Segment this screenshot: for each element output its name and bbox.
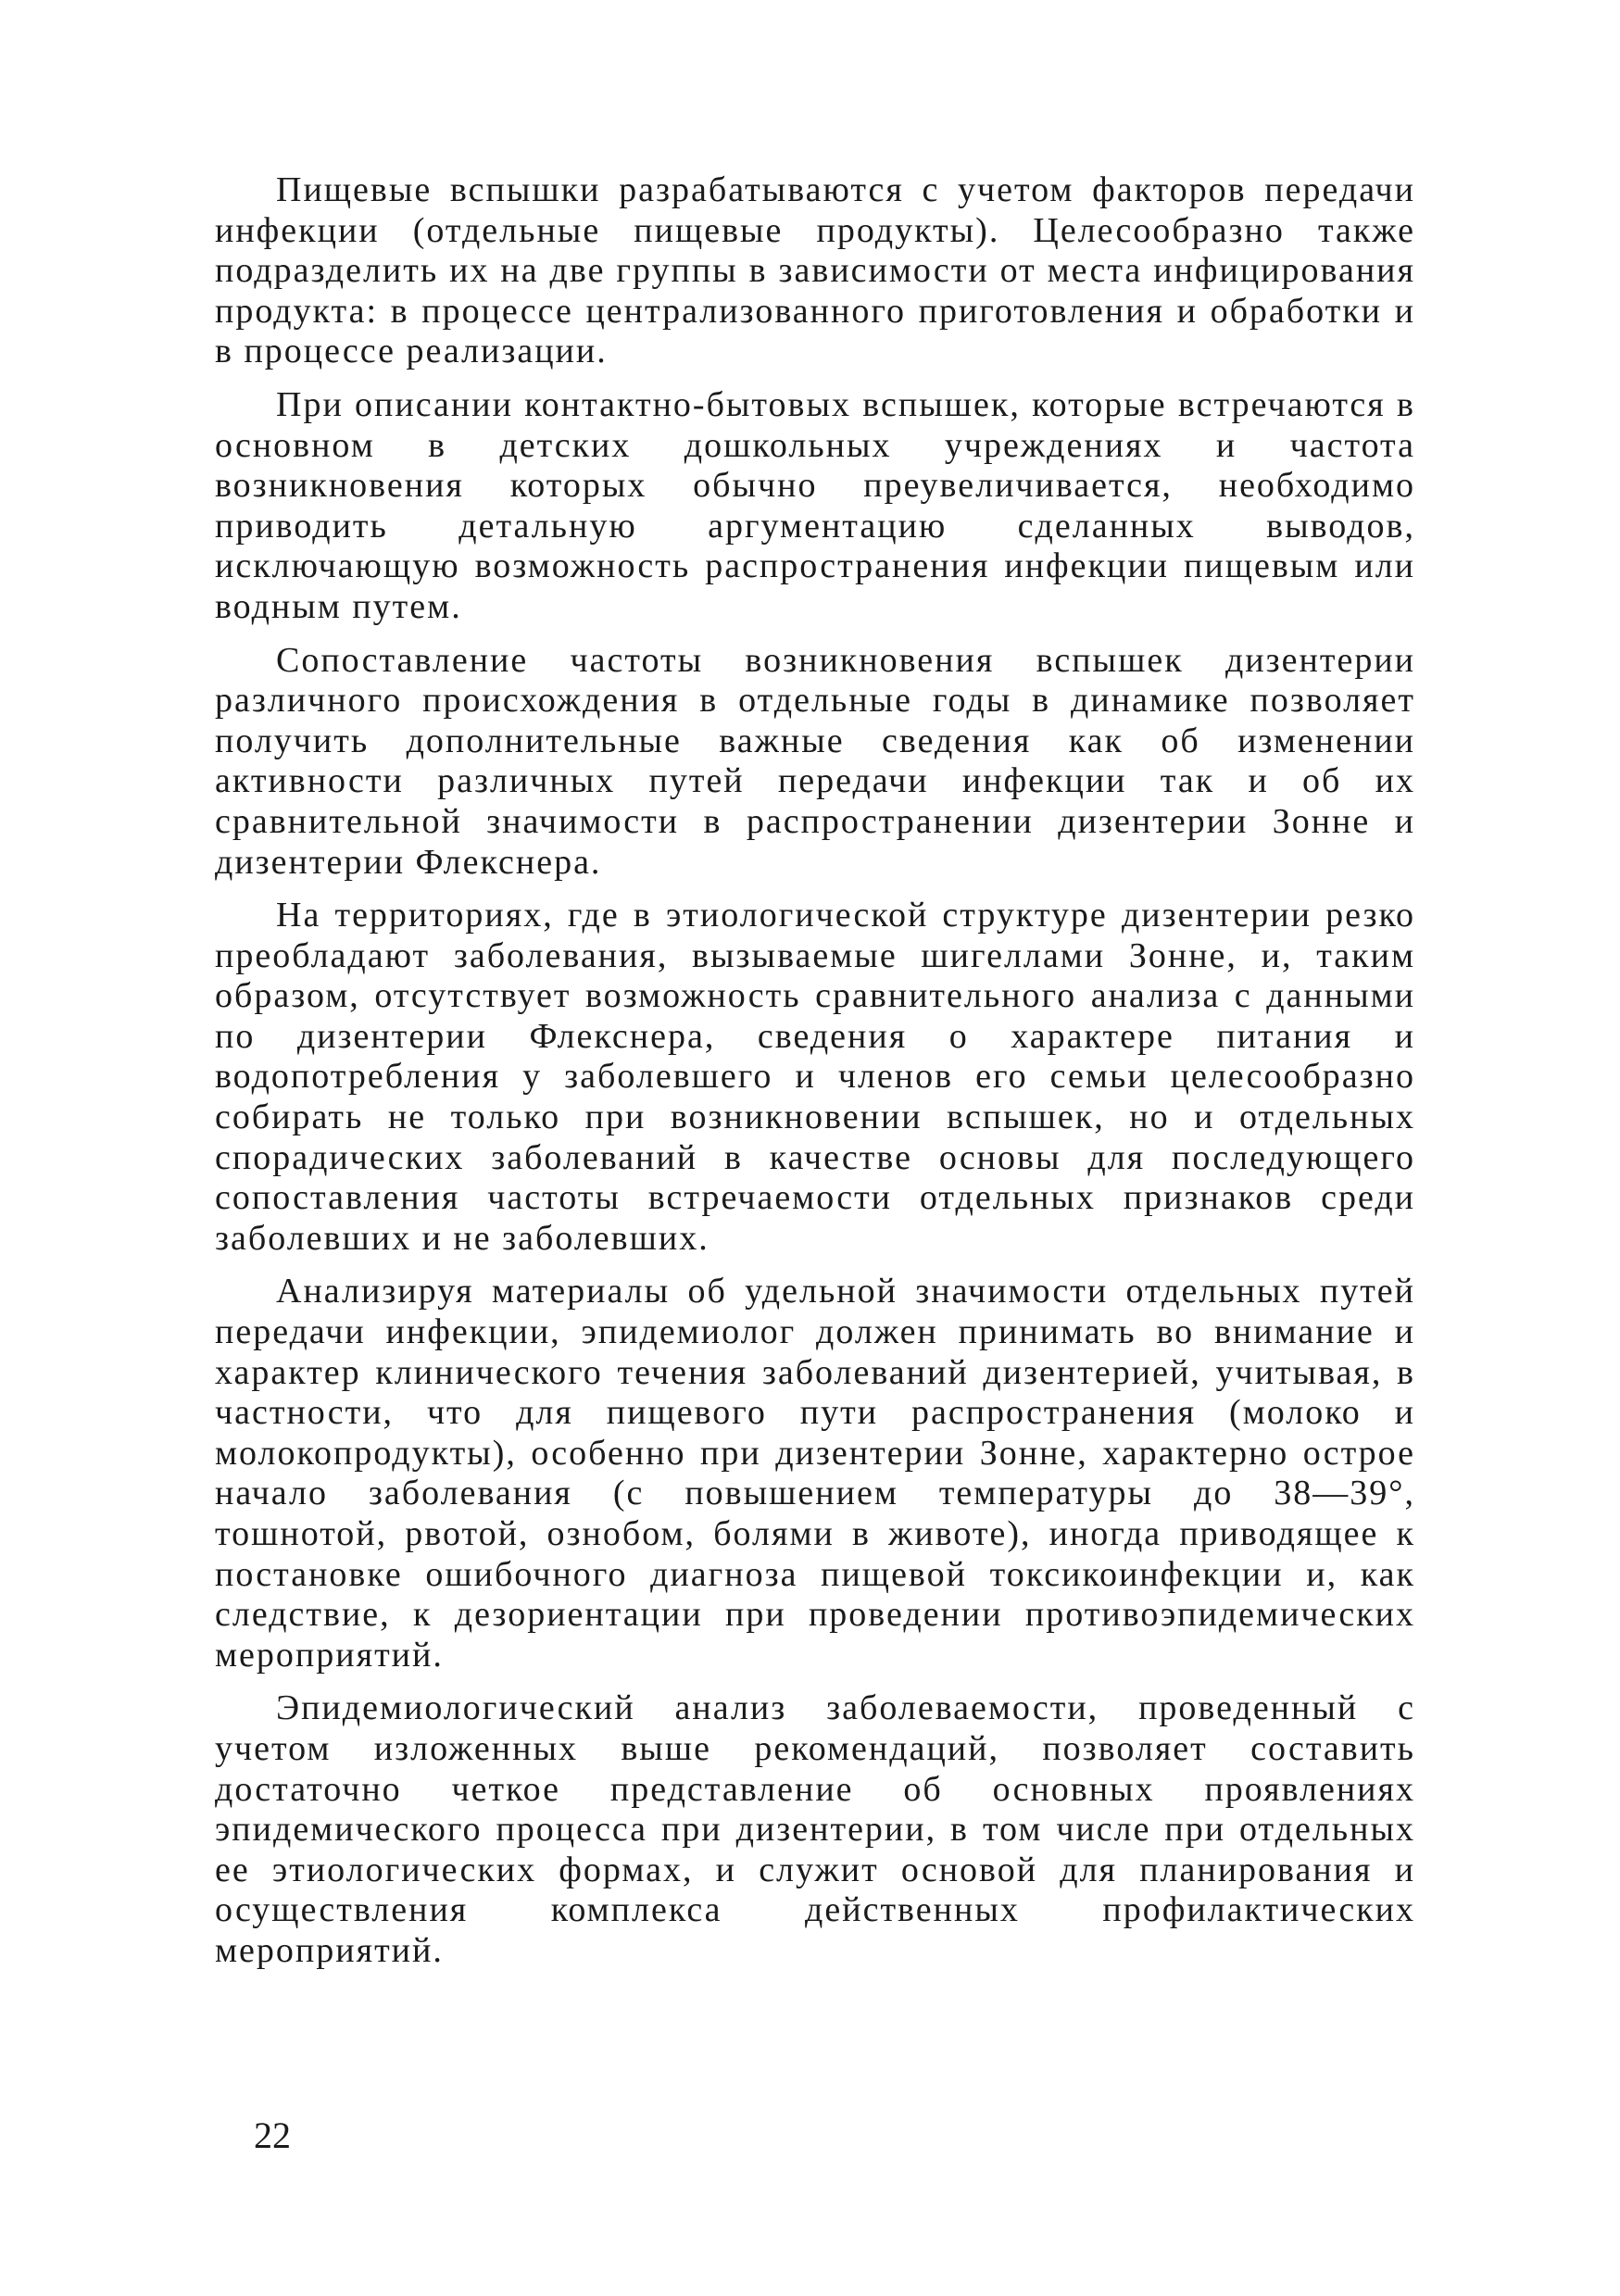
page-number: 22 [254,2114,291,2156]
paragraph-frequency-comparison: Сопоставление частоты возникновения вспышек дизентерии различного происхождения в отдельные годы в динамике позволяет получить дополнительные важные сведения как об изменении активности различных путей передачи инфекции так и об их сравнительной значимости в распространении дизентерии Зонне и дизентерии Флекснера. [215,640,1415,882]
paragraph-contact-outbreaks: При описании контактно-бытовых вспышек, которые встречаются в основном в детских дошкольных учреждениях и частота возникновения которых обычно преувеличивается, необходимо приводить детальную аргументацию сделанных выводов, исключающую возможность распространения инфекции пищевым или водным путем. [215,384,1415,626]
paragraph-conclusion: Эпидемиологический анализ заболеваемости, проведенный с учетом изложенных выше рекомендаций, позволяет составить достаточно четкое представление об основных проявлениях эпидемического процесса при дизентерии, в том числе при отдельных ее этиологических формах, и служит основой для планирования и осуществления комплекса действенных профилактических мероприятий. [215,1688,1415,1970]
paragraph-food-outbreaks: Пищевые вспышки разрабатываются с учетом факторов передачи инфекции (отдельные пищевые продукты). Целесообразно также подразделить их на две группы в зависимости от места инфицирования продукта: в процессе централизованного приготовления и обработки и в процессе реализации. [215,170,1415,371]
paragraph-sonne-territories: На территориях, где в этиологической структуре дизентерии резко преобладают заболевания, вызываемые шигеллами Зонне, и, таким образом, отсутствует возможность сравнительного анализа с данными по дизентерии Флекснера, сведения о характере питания и водопотребления у заболевшего и членов его семьи целесообразно собирать не только при возникновении вспышек, но и отдельных спорадических заболеваний в качестве основы для последующего сопоставления частоты встречаемости отдельных признаков среди заболевших и не заболевших. [215,896,1415,1258]
body-text [215,170,1415,1985]
paragraph-clinical-course: Анализируя материалы об удельной значимости отдельных путей передачи инфекции, эпидемиолог должен принимать во внимание и характер клинического течения заболеваний дизентерией, учитывая, в частности, что для пищевого пути распространения (молоко и молокопродукты), особенно при дизентерии Зонне, характерно острое начало заболевания (с повышением температуры до 38—39°, тошнотой, рвотой, ознобом, болями в животе), иногда приводящее к постановке ошибочного диагноза пищевой токсикоинфекции и, как следствие, к дезориентации при проведении противоэпидемических мероприятий. [215,1272,1415,1675]
